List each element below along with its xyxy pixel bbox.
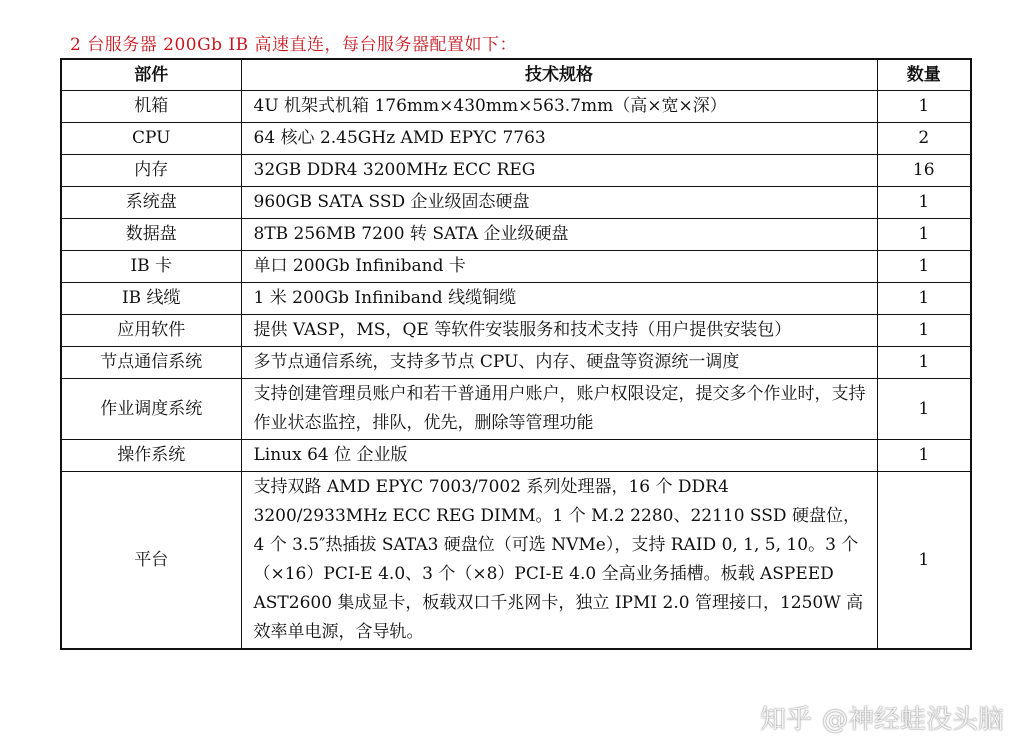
qty-cell: 1 — [877, 283, 971, 315]
table-row — [61, 155, 971, 187]
qty-cell: 1 — [877, 440, 971, 472]
part-cell: 节点通信系统 — [61, 347, 241, 379]
table-row — [61, 91, 971, 123]
table-row — [61, 379, 971, 440]
watermark-brand: 知乎 — [759, 705, 812, 735]
part-cell: 操作系统 — [61, 440, 241, 472]
zhihu-watermark — [760, 699, 1004, 736]
qty-cell: 1 — [877, 347, 971, 379]
spec-cell: 支持创建管理员账户和若干普通用户账户，账户权限设定，提交多个作业时，支持作业状态监控，排队，优先，删除等管理功能 — [241, 379, 877, 440]
table-row — [61, 123, 971, 155]
qty-cell: 1 — [877, 315, 971, 347]
qty-cell: 1 — [877, 187, 971, 219]
spec-cell: 32GB DDR4 3200MHz ECC REG — [241, 155, 877, 187]
table-row — [61, 472, 971, 650]
table-row — [61, 251, 971, 283]
table-row — [61, 219, 971, 251]
table-header-row — [61, 59, 971, 91]
spec-cell: 64 核心 2.45GHz AMD EPYC 7763 — [241, 123, 877, 155]
spec-cell: 4U 机架式机箱 176mm×430mm×563.7mm（高×宽×深） — [241, 91, 877, 123]
part-cell: CPU — [61, 123, 241, 155]
spec-cell: 支持双路 AMD EPYC 7003/7002 系列处理器，16 个 DDR4 3200/2933MHz ECC REG DIMM。1 个 M.2 2280、22110 SSD 硬盘位，4 个 3.5″热插拔 SATA3 硬盘位（可选 NVMe），支持 RAID 0, 1, 5, 10。3 个（×16）PCI-E 4.0、3 个（×8）PCI-E 4.0 全高业务插槽。板载 ASPEED AST2600 集成显卡，板载双口千兆网卡，独立 IPMI 2.0 管理接口，1250W 高效率单电源，含导轨。 — [241, 472, 877, 650]
spec-cell: 1 米 200Gb Infiniband 线缆铜缆 — [241, 283, 877, 315]
qty-cell: 1 — [877, 472, 971, 650]
page-heading: 2 台服务器 200Gb IB 高速直连，每台服务器配置如下： — [70, 35, 518, 55]
qty-cell: 1 — [877, 91, 971, 123]
watermark-author: @神经蛙没头脑 — [821, 705, 1004, 735]
spec-cell: 单口 200Gb Infiniband 卡 — [241, 251, 877, 283]
part-cell: 应用软件 — [61, 315, 241, 347]
part-cell: 作业调度系统 — [61, 379, 241, 440]
qty-cell: 1 — [877, 219, 971, 251]
part-cell: 数据盘 — [61, 219, 241, 251]
qty-cell: 1 — [877, 251, 971, 283]
spec-cell: 提供 VASP，MS，QE 等软件安装服务和技术支持（用户提供安装包） — [241, 315, 877, 347]
table-row — [61, 315, 971, 347]
part-cell: IB 卡 — [61, 251, 241, 283]
table-row — [61, 283, 971, 315]
part-cell: 系统盘 — [61, 187, 241, 219]
header-part: 部件 — [61, 59, 241, 91]
qty-cell: 16 — [877, 155, 971, 187]
table-row — [61, 187, 971, 219]
part-cell: 机箱 — [61, 91, 241, 123]
header-spec: 技术规格 — [241, 59, 877, 91]
part-cell: 内存 — [61, 155, 241, 187]
part-cell: 平台 — [61, 472, 241, 650]
table-row — [61, 440, 971, 472]
spec-cell: 960GB SATA SSD 企业级固态硬盘 — [241, 187, 877, 219]
spec-cell: 多节点通信系统，支持多节点 CPU、内存、硬盘等资源统一调度 — [241, 347, 877, 379]
qty-cell: 1 — [877, 379, 971, 440]
table-row — [61, 347, 971, 379]
header-qty: 数量 — [877, 59, 971, 91]
server-spec-table — [60, 58, 972, 650]
spec-cell: 8TB 256MB 7200 转 SATA 企业级硬盘 — [241, 219, 877, 251]
part-cell: IB 线缆 — [61, 283, 241, 315]
spec-cell: Linux 64 位 企业版 — [241, 440, 877, 472]
qty-cell: 2 — [877, 123, 971, 155]
